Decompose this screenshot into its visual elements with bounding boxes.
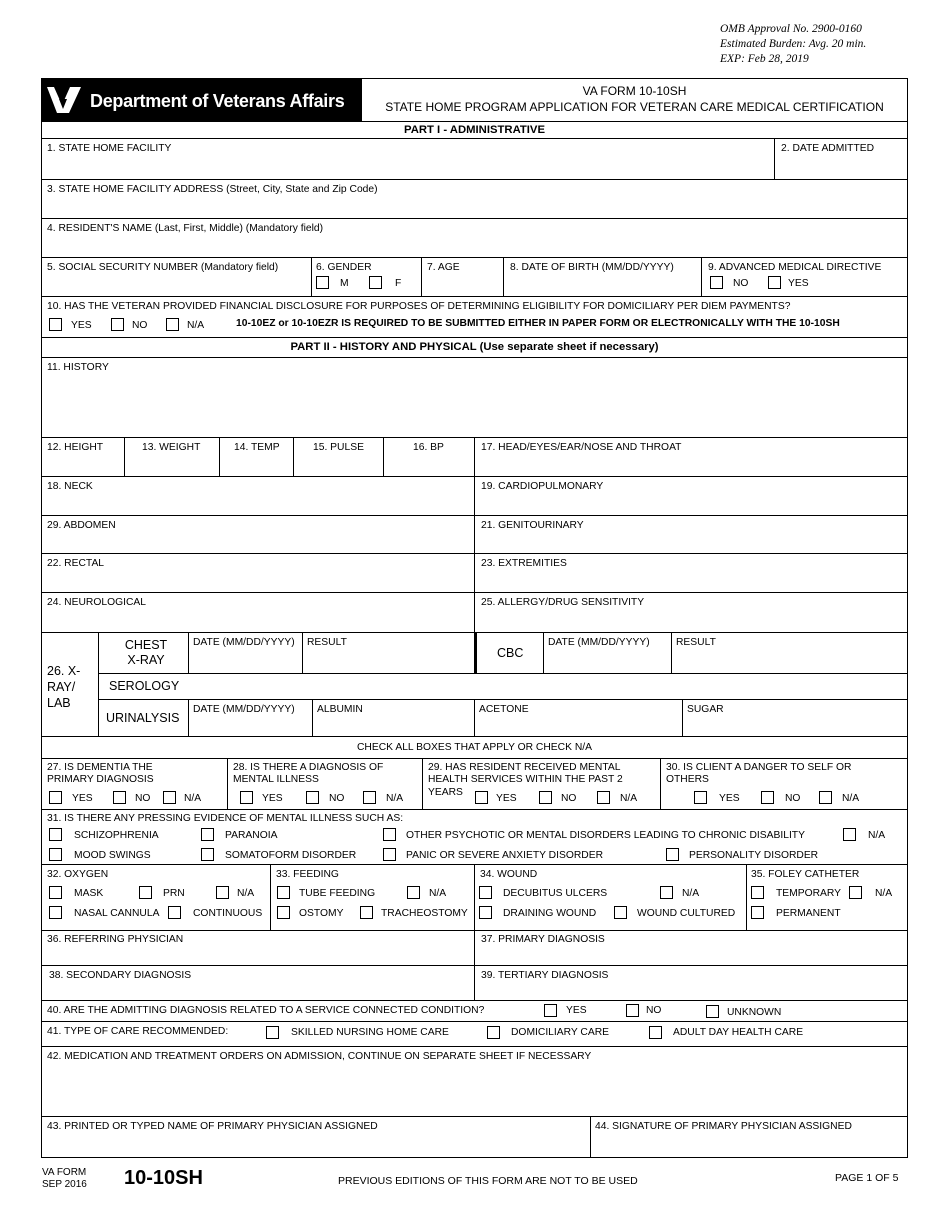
wound-na-checkbox[interactable] [660, 886, 673, 899]
oxygen-na-checkbox[interactable] [216, 886, 229, 899]
field-chest-date[interactable] [189, 633, 303, 673]
field-neck[interactable] [42, 477, 475, 515]
row-chest-cbc [99, 633, 907, 674]
label-height: 12. HEIGHT [47, 442, 104, 453]
label-abdomen: 29. ABDOMEN [47, 520, 116, 531]
other-psychotic-checkbox[interactable] [383, 828, 396, 841]
label-cbc: CBC [497, 646, 524, 660]
label-acetone: ACETONE [479, 704, 529, 715]
label-pulse: 15. PULSE [313, 442, 364, 453]
row-physician-name-signature [42, 1117, 907, 1157]
cbc-cell [475, 633, 544, 673]
footer-form-id [42, 1167, 87, 1191]
omb-approval: OMB Approval No. 2900-0160 [720, 23, 862, 35]
service-yes-label: YES [566, 1005, 587, 1016]
label-date-admitted: 2. DATE ADMITTED [781, 143, 875, 154]
label-chest-xray: CHEST X-RAY [124, 638, 168, 667]
dementia-na-checkbox[interactable] [163, 791, 176, 804]
label-service-connected: 40. ARE THE ADMITTING DIAGNOSIS RELATED TO A SERVICE CONNECTED CONDITION? [47, 1005, 485, 1016]
row-neuro-allergy [42, 593, 907, 633]
form-number-title: VA FORM 10-10SH [582, 84, 687, 98]
foley-permanent-checkbox[interactable] [751, 906, 764, 919]
label-mental-illness: 28. IS THERE A DIAGNOSIS OF MENTAL ILLNESS [233, 762, 384, 786]
row-mental-questions [42, 759, 907, 810]
footer-page: PAGE 1 OF 5 [835, 1172, 899, 1184]
paranoia-label: PARANOIA [225, 830, 278, 841]
label-physician-signature: 44. SIGNATURE OF PRIMARY PHYSICIAN ASSIGNED [595, 1121, 852, 1132]
foley-temporary-label: TEMPORARY [776, 888, 842, 899]
mental-illness-na-label: N/A [386, 793, 404, 804]
row-facility [42, 139, 907, 180]
panic-checkbox[interactable] [383, 848, 396, 861]
dementia-yes-checkbox[interactable] [49, 791, 62, 804]
label-heent: 17. HEAD/EYES/EAR/NOSE AND THROAT [481, 442, 682, 453]
label-physician-name: 43. PRINTED OR TYPED NAME OF PRIMARY PHYSICIAN ASSIGNED [47, 1121, 378, 1132]
field-acetone[interactable] [475, 700, 683, 737]
label-advanced-directive: 9. ADVANCED MEDICAL DIRECTIVE [708, 262, 882, 273]
mental-evidence-na-checkbox[interactable] [843, 828, 856, 841]
part1-title: PART I - ADMINISTRATIVE [404, 124, 545, 136]
form-title: STATE HOME PROGRAM APPLICATION FOR VETERAN CARE MEDICAL CERTIFICATION [385, 100, 884, 114]
xray-lab-label-cell [42, 633, 99, 736]
service-unknown-label: UNKNOWN [727, 1007, 782, 1018]
danger-no-label: NO [785, 793, 801, 804]
mental-illness-no-checkbox[interactable] [306, 791, 319, 804]
row-care-type [42, 1022, 907, 1047]
label-cbc-date: DATE (MM/DD/YYYY) [548, 637, 650, 648]
label-sugar: SUGAR [687, 704, 724, 715]
part2-header [42, 338, 907, 358]
label-foley: 35. FOLEY CATHETER [751, 869, 860, 880]
label-primary-diagnosis: 37. PRIMARY DIAGNOSIS [481, 934, 605, 945]
field-age[interactable] [422, 258, 504, 296]
wound-cultured-checkbox[interactable] [614, 906, 627, 919]
row-abdomen-gu [42, 516, 907, 554]
label-chest-result: RESULT [307, 637, 347, 648]
adult-day-checkbox[interactable] [649, 1026, 662, 1039]
chest-xray-cell [99, 633, 189, 673]
row-vitals [42, 438, 907, 477]
field-height[interactable] [42, 438, 125, 476]
tracheostomy-checkbox[interactable] [360, 906, 373, 919]
danger-yes-label: YES [719, 793, 740, 804]
label-ssn: 5. SOCIAL SECURITY NUMBER (Mandatory field) [47, 262, 279, 273]
gender-f-label: F [395, 278, 402, 289]
agency-banner [42, 79, 362, 121]
label-urinalysis-date: DATE (MM/DD/YYYY) [193, 704, 295, 715]
row-mental-evidence [42, 810, 907, 865]
personality-checkbox[interactable] [666, 848, 679, 861]
oxygen-nasal-checkbox[interactable] [49, 906, 62, 919]
omb-info [720, 22, 866, 67]
footer-va-form: VA FORM [42, 1167, 87, 1178]
field-cbc-date[interactable] [544, 633, 672, 673]
form-header [42, 79, 907, 122]
field-dementia [42, 759, 228, 809]
service-unknown-checkbox[interactable] [706, 1005, 719, 1018]
paranoia-checkbox[interactable] [201, 828, 214, 841]
decubitus-checkbox[interactable] [479, 886, 492, 899]
disclosure-no-checkbox[interactable] [111, 318, 124, 331]
field-resident-name[interactable] [42, 219, 907, 258]
service-yes-checkbox[interactable] [544, 1004, 557, 1017]
wound-na-label: N/A [682, 888, 700, 899]
field-oxygen [42, 865, 271, 930]
directive-yes-label: YES [788, 278, 809, 289]
field-advanced-directive [702, 258, 907, 296]
mood-swings-label: MOOD SWINGS [74, 850, 151, 861]
schizophrenia-label: SCHIZOPHRENIA [74, 830, 159, 841]
disclosure-na-checkbox[interactable] [166, 318, 179, 331]
label-urinalysis: URINALYSIS [106, 711, 180, 725]
field-physician-name[interactable] [42, 1117, 591, 1157]
field-rectal[interactable] [42, 554, 475, 592]
ostomy-label: OSTOMY [299, 908, 344, 919]
disclosure-yes-checkbox[interactable] [49, 318, 62, 331]
disclosure-note: 10-10EZ or 10-10EZR IS REQUIRED TO BE SUBMITTED EITHER IN PAPER FORM OR ELECTRONICALLY WITH THE 10-10SH [236, 318, 840, 329]
field-foley-catheter [747, 865, 907, 930]
label-dob: 8. DATE OF BIRTH (MM/DD/YYYY) [510, 262, 674, 273]
field-mental-health-services [423, 759, 661, 809]
draining-wound-label: DRAINING WOUND [503, 908, 597, 919]
label-cbc-result: RESULT [676, 637, 716, 648]
mood-swings-checkbox[interactable] [49, 848, 62, 861]
label-chest-date: DATE (MM/DD/YYYY) [193, 637, 295, 648]
field-danger-to-self [661, 759, 907, 809]
oxygen-mask-label: MASK [74, 888, 104, 899]
field-gender [312, 258, 422, 296]
danger-na-label: N/A [842, 793, 860, 804]
skilled-nursing-checkbox[interactable] [266, 1026, 279, 1039]
panic-label: PANIC OR SEVERE ANXIETY DISORDER [406, 850, 604, 861]
foley-na-label: N/A [875, 888, 893, 899]
dementia-na-label: N/A [184, 793, 202, 804]
services-no-checkbox[interactable] [539, 791, 552, 804]
services-no-label: NO [561, 793, 577, 804]
mental-illness-no-label: NO [329, 793, 345, 804]
field-feeding [271, 865, 475, 930]
field-referring-physician[interactable] [42, 931, 475, 965]
label-gender: 6. GENDER [316, 262, 372, 273]
oxygen-continuous-label: CONTINUOUS [193, 908, 263, 919]
dementia-no-label: NO [135, 793, 151, 804]
disclosure-no-label: NO [132, 320, 148, 331]
label-temp: 14. TEMP [234, 442, 280, 453]
agency-name: Department of Veterans Affairs [90, 91, 345, 111]
oxygen-mask-checkbox[interactable] [49, 886, 62, 899]
field-ssn[interactable] [42, 258, 312, 296]
field-secondary-diagnosis[interactable] [42, 966, 475, 1000]
section-xray-lab [42, 633, 907, 737]
label-facility: 1. STATE HOME FACILITY [47, 143, 172, 154]
service-no-label: NO [646, 1005, 662, 1016]
danger-no-checkbox[interactable] [761, 791, 774, 804]
label-xray-lab: 26. X-RAY/ LAB [47, 664, 81, 710]
label-neurological: 24. NEUROLOGICAL [47, 597, 146, 608]
somatoform-label: SOMATOFORM DISORDER [225, 850, 357, 861]
row-financial-disclosure [42, 297, 907, 338]
label-extremities: 23. EXTREMITIES [481, 558, 567, 569]
field-temp[interactable] [220, 438, 294, 476]
label-secondary-diagnosis: 38. SECONDARY DIAGNOSIS [49, 970, 192, 981]
row-check-all [42, 737, 907, 759]
omb-expiration: EXP: Feb 28, 2019 [720, 53, 809, 65]
form-page [41, 78, 908, 1158]
mental-illness-yes-label: YES [262, 793, 283, 804]
oxygen-prn-label: PRN [163, 888, 185, 899]
feeding-na-checkbox[interactable] [407, 886, 420, 899]
disclosure-yes-label: YES [71, 320, 92, 331]
tracheostomy-label: TRACHEOSTOMY [381, 908, 468, 919]
field-bp[interactable] [384, 438, 475, 476]
row-urinalysis [99, 700, 907, 737]
field-physician-signature[interactable] [591, 1117, 907, 1157]
label-history: 11. HISTORY [47, 362, 109, 373]
disclosure-na-label: N/A [187, 320, 205, 331]
foley-temporary-checkbox[interactable] [751, 886, 764, 899]
label-genitourinary: 21. GENITOURINARY [481, 520, 584, 531]
field-mental-illness-diagnosis [228, 759, 423, 809]
label-neck: 18. NECK [47, 481, 93, 492]
other-psychotic-label: OTHER PSYCHOTIC OR MENTAL DISORDERS LEADING TO CHRONIC DISABILITY [406, 830, 805, 841]
omb-burden: Estimated Burden: Avg. 20 min. [720, 38, 867, 50]
services-yes-checkbox[interactable] [475, 791, 488, 804]
domiciliary-checkbox[interactable] [487, 1026, 500, 1039]
label-age: 7. AGE [427, 262, 460, 273]
label-dementia: 27. IS DEMENTIA THE PRIMARY DIAGNOSIS [47, 762, 154, 786]
row-neck-cardio [42, 477, 907, 516]
gender-f-checkbox[interactable] [369, 276, 382, 289]
label-weight: 13. WEIGHT [142, 442, 201, 453]
label-feeding: 33. FEEDING [276, 869, 339, 880]
services-yes-label: YES [496, 793, 517, 804]
schizophrenia-checkbox[interactable] [49, 828, 62, 841]
field-medication-orders[interactable] [42, 1047, 907, 1117]
personality-label: PERSONALITY DISORDER [689, 850, 819, 861]
mental-evidence-na-label: N/A [868, 830, 886, 841]
oxygen-continuous-checkbox[interactable] [168, 906, 181, 919]
label-mental-health-services: 29. HAS RESIDENT RECEIVED MENTAL HEALTH SERVICES WITHIN THE PAST 2 YEARS [428, 762, 623, 798]
label-check-all: CHECK ALL BOXES THAT APPLY OR CHECK N/A [356, 742, 592, 753]
row-oxygen-feeding-wound-foley [42, 865, 907, 931]
label-cardiopulmonary: 19. CARDIOPULMONARY [481, 481, 604, 492]
services-na-checkbox[interactable] [597, 791, 610, 804]
danger-yes-checkbox[interactable] [694, 791, 707, 804]
oxygen-prn-checkbox[interactable] [139, 886, 152, 899]
gender-m-checkbox[interactable] [316, 276, 329, 289]
field-facility-address[interactable] [42, 180, 907, 219]
tube-feeding-checkbox[interactable] [277, 886, 290, 899]
label-albumin: ALBUMIN [317, 704, 363, 715]
label-allergy: 25. ALLERGY/DRUG SENSITIVITY [481, 597, 645, 608]
va-logo-icon [45, 85, 83, 115]
feeding-na-label: N/A [429, 888, 447, 899]
dementia-no-checkbox[interactable] [113, 791, 126, 804]
draining-wound-checkbox[interactable] [479, 906, 492, 919]
label-bp: 16. BP [413, 442, 444, 453]
field-chest-result[interactable] [303, 633, 475, 673]
tube-feeding-label: TUBE FEEDING [299, 888, 376, 899]
footer-date: SEP 2016 [42, 1179, 87, 1190]
row-physician-primary-dx [42, 931, 907, 966]
label-mental-evidence: 31. IS THERE ANY PRESSING EVIDENCE OF MENTAL ILLNESS SUCH AS: [47, 813, 404, 824]
gender-m-label: M [340, 278, 349, 289]
row-secondary-tertiary-dx [42, 966, 907, 1001]
label-resident-name: 4. RESIDENT'S NAME (Last, First, Middle) (Mandatory field) [47, 223, 324, 234]
field-albumin[interactable] [313, 700, 475, 737]
field-date-of-birth[interactable] [504, 258, 702, 296]
adult-day-label: ADULT DAY HEALTH CARE [673, 1027, 804, 1038]
label-care-type: 41. TYPE OF CARE RECOMMENDED: [47, 1026, 229, 1037]
footer-form-number: 10-10SH [124, 1167, 203, 1189]
field-neurological[interactable] [42, 593, 475, 632]
services-na-label: N/A [620, 793, 638, 804]
somatoform-checkbox[interactable] [201, 848, 214, 861]
directive-no-label: NO [733, 278, 749, 289]
label-wound: 34. WOUND [480, 869, 538, 880]
mental-illness-na-checkbox[interactable] [363, 791, 376, 804]
skilled-nursing-label: SKILLED NURSING HOME CARE [291, 1027, 449, 1038]
part2-title: PART II - HISTORY AND PHYSICAL (Use separate sheet if necessary) [290, 341, 659, 353]
foley-na-checkbox[interactable] [849, 886, 862, 899]
mental-illness-yes-checkbox[interactable] [240, 791, 253, 804]
field-abdomen[interactable] [42, 516, 475, 553]
directive-yes-checkbox[interactable] [768, 276, 781, 289]
service-no-checkbox[interactable] [626, 1004, 639, 1017]
danger-na-checkbox[interactable] [819, 791, 832, 804]
row-demographics [42, 258, 907, 297]
field-history[interactable] [42, 358, 907, 438]
label-serology: SEROLOGY [109, 679, 180, 693]
label-referring-physician: 36. REFERRING PHYSICIAN [47, 934, 184, 945]
label-tertiary-diagnosis: 39. TERTIARY DIAGNOSIS [481, 970, 609, 981]
label-address: 3. STATE HOME FACILITY ADDRESS (Street, City, State and Zip Code) [47, 184, 378, 195]
domiciliary-label: DOMICILIARY CARE [511, 1027, 610, 1038]
field-urinalysis-date[interactable] [189, 700, 313, 737]
label-oxygen: 32. OXYGEN [47, 869, 109, 880]
label-financial-disclosure: 10. HAS THE VETERAN PROVIDED FINANCIAL DISCLOSURE FOR PURPOSES OF DETERMINING ELIGIBILITY FOR DOMICILIARY PER DIEM PAYMENTS? [47, 301, 791, 312]
row-rectal-extremities [42, 554, 907, 593]
foley-permanent-label: PERMANENT [776, 908, 841, 919]
part1-header [42, 122, 907, 139]
oxygen-na-label: N/A [237, 888, 255, 899]
label-rectal: 22. RECTAL [47, 558, 105, 569]
oxygen-nasal-label: NASAL CANNULA [74, 908, 160, 919]
dementia-yes-label: YES [72, 793, 93, 804]
label-medication-orders: 42. MEDICATION AND TREATMENT ORDERS ON ADMISSION, CONTINUE ON SEPARATE SHEET IF NECESSARY [47, 1051, 592, 1062]
field-pulse[interactable] [294, 438, 384, 476]
field-weight[interactable] [125, 438, 220, 476]
decubitus-label: DECUBITUS ULCERS [503, 888, 608, 899]
label-danger: 30. IS CLIENT A DANGER TO SELF OR OTHERS [666, 762, 852, 786]
wound-cultured-label: WOUND CULTURED [637, 908, 736, 919]
urinalysis-cell [99, 700, 189, 737]
footer-notice: PREVIOUS EDITIONS OF THIS FORM ARE NOT TO BE USED [338, 1175, 638, 1187]
directive-no-checkbox[interactable] [710, 276, 723, 289]
field-serology[interactable] [99, 674, 907, 700]
field-wound [475, 865, 747, 930]
row-service-connected [42, 1001, 907, 1022]
ostomy-checkbox[interactable] [277, 906, 290, 919]
field-state-home-facility[interactable] [42, 139, 775, 179]
